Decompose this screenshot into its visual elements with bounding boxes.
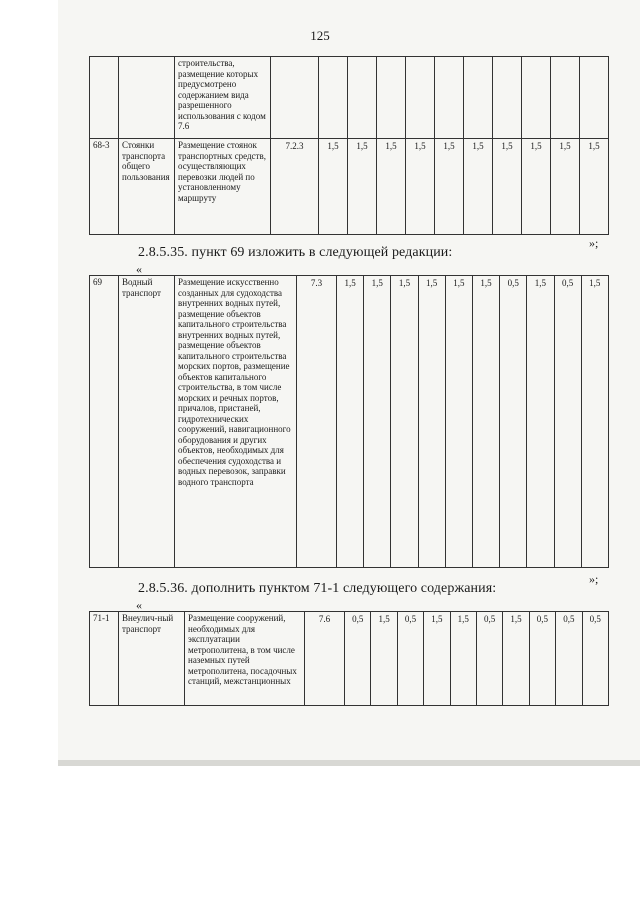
row-kod: 7.3	[297, 276, 337, 568]
row-value: 1,5	[418, 276, 445, 568]
opening-quote: «	[136, 262, 142, 276]
table-row	[90, 276, 609, 568]
row-value	[551, 57, 580, 139]
row-name: Стоянки транспорта общего пользования	[119, 139, 175, 235]
row-value	[580, 57, 609, 139]
row-value: 1,5	[319, 139, 348, 235]
row-value: 1,5	[406, 139, 435, 235]
row-value: 1,5	[527, 276, 554, 568]
row-value	[406, 57, 435, 139]
row-value: 0,5	[345, 612, 371, 706]
row-value	[348, 57, 377, 139]
row-code: 69	[90, 276, 119, 568]
row-value: 1,5	[493, 139, 522, 235]
row-description: Размещение сооружений, необходимых для эксплуатации метрополитена, в том числе наземных путей метрополитена, посадочных станций, межстанционных	[185, 612, 305, 706]
row-description: строительства, размещение которых предусмотрено содержанием вида разрешенного использования с кодом 7.6	[175, 57, 271, 139]
row-value	[522, 57, 551, 139]
table-row	[90, 139, 609, 235]
row-value: 1,5	[464, 139, 493, 235]
row-value: 0,5	[500, 276, 527, 568]
row-kod: 7.2.3	[271, 139, 319, 235]
row-value: 1,5	[472, 276, 499, 568]
row-value: 0,5	[554, 276, 581, 568]
row-name: Водный транспорт	[119, 276, 175, 568]
row-kod: 7.6	[305, 612, 345, 706]
closing-quote: »;	[589, 236, 599, 250]
table-item-71-1	[89, 611, 609, 706]
scan-edge	[58, 760, 640, 766]
row-value: 1,5	[377, 139, 406, 235]
row-value: 0,5	[529, 612, 555, 706]
table-continuation	[89, 56, 609, 235]
row-code	[90, 57, 119, 139]
row-value: 1,5	[581, 276, 608, 568]
opening-quote: «	[136, 598, 142, 612]
row-value: 1,5	[445, 276, 472, 568]
table-row	[90, 612, 609, 706]
row-value: 0,5	[556, 612, 582, 706]
row-kod	[271, 57, 319, 139]
row-value: 1,5	[450, 612, 476, 706]
row-value: 1,5	[424, 612, 450, 706]
row-value: 0,5	[582, 612, 608, 706]
row-value	[319, 57, 348, 139]
section-heading: 2.8.5.36. дополнить пунктом 71-1 следующего содержания:	[138, 581, 497, 596]
table-item-69	[89, 275, 609, 568]
section-heading: 2.8.5.35. пункт 69 изложить в следующей редакции:	[138, 245, 453, 260]
row-value: 0,5	[397, 612, 423, 706]
row-code: 71-1	[90, 612, 119, 706]
row-value: 1,5	[580, 139, 609, 235]
row-name	[119, 57, 175, 139]
row-value: 1,5	[435, 139, 464, 235]
row-value: 1,5	[551, 139, 580, 235]
row-value: 1,5	[348, 139, 377, 235]
row-code: 68-3	[90, 139, 119, 235]
row-value	[464, 57, 493, 139]
row-value: 1,5	[364, 276, 391, 568]
row-value	[435, 57, 464, 139]
row-value: 1,5	[391, 276, 418, 568]
row-description: Размещение искусственно созданных для судоходства внутренних водных путей, размещение объектов капитального строительства внутренних водных путей, размещение объектов капитального строительства морских портов, размещение объектов капитального строительства, в том числе морских и речных портов, причалов, пристаней, гидротехнических сооружений, навигационного оборудования и других объектов, необходимых для обеспечения судоходства и водных перевозок, заправки водного транспорта	[175, 276, 297, 568]
row-value: 1,5	[337, 276, 364, 568]
table-row	[90, 57, 609, 139]
row-description: Размещение стоянок транспортных средств, осуществляющих перевозки людей по установленному маршруту	[175, 139, 271, 235]
closing-quote: »;	[589, 572, 599, 586]
row-name: Внеулич-ный транспорт	[119, 612, 185, 706]
page-number: 125	[310, 28, 330, 43]
row-value	[493, 57, 522, 139]
row-value: 1,5	[503, 612, 529, 706]
row-value	[377, 57, 406, 139]
row-value: 1,5	[522, 139, 551, 235]
row-value: 0,5	[476, 612, 502, 706]
row-value: 1,5	[371, 612, 397, 706]
